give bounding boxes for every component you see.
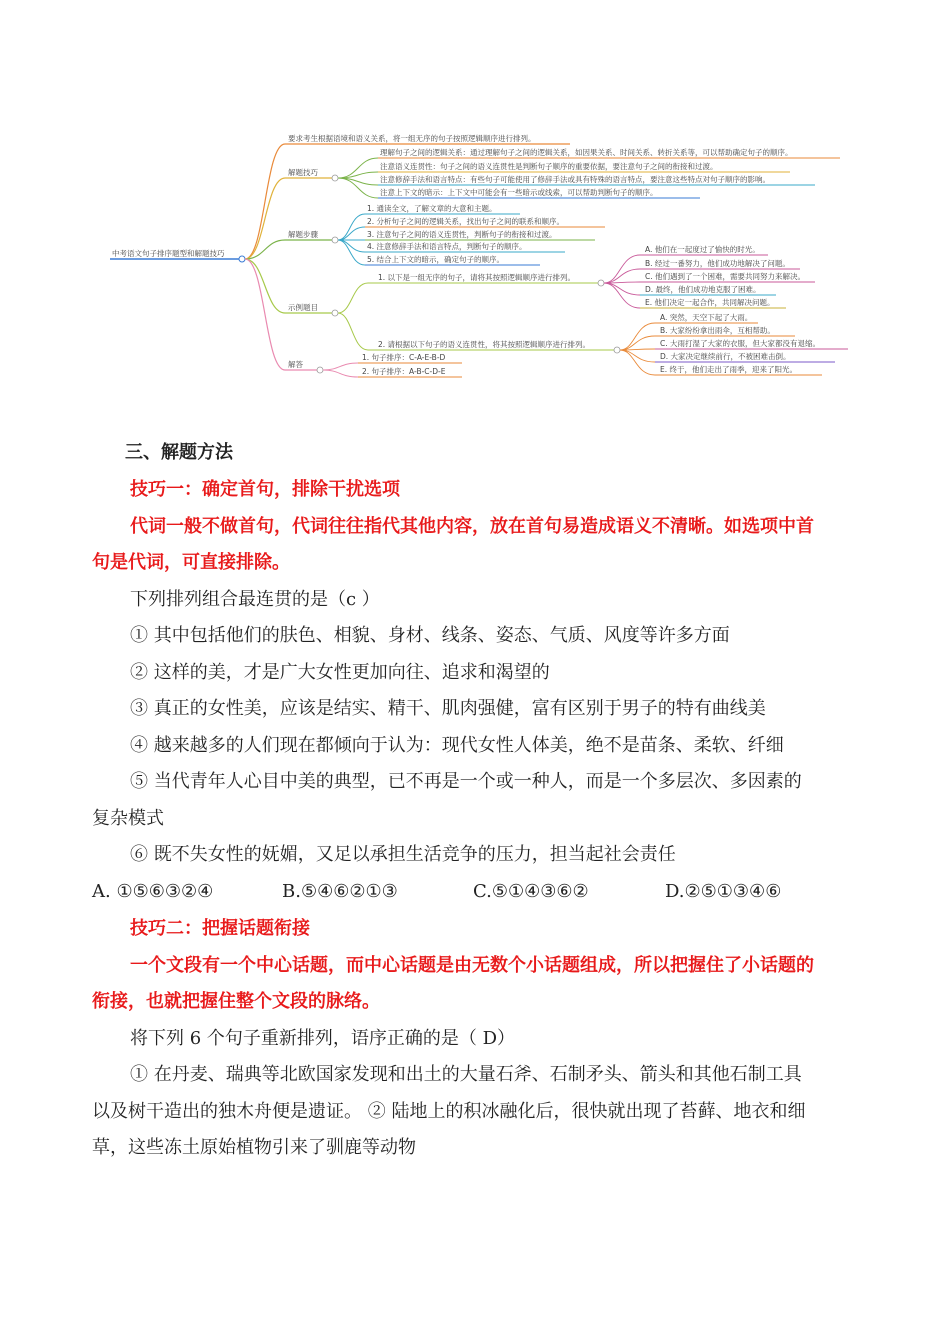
svg-text:D. 最终，他们成功地克服了困难。: D. 最终，他们成功地克服了困难。 [645, 285, 761, 294]
svg-text:E. 他们决定一起合作，共同解决问题。: E. 他们决定一起合作，共同解决问题。 [645, 298, 775, 307]
svg-text:理解句子之间的逻辑关系：通过理解句子之间的逻辑关系，如因果关: 理解句子之间的逻辑关系：通过理解句子之间的逻辑关系，如因果关系、时间关系、转折关系等，可以帮助确定句子的顺序。 [380, 148, 793, 157]
svg-text:3. 注意句子之间的语义连贯性，判断句子的衔接和过渡。: 3. 注意句子之间的语义连贯性，判断句子的衔接和过渡。 [367, 230, 557, 239]
svg-text:D. 大家决定继续前行，不被困难击倒。: D. 大家决定继续前行，不被困难击倒。 [660, 352, 791, 361]
option-c: C.⑤①④③⑥② [473, 881, 589, 902]
svg-text:4. 注意修辞手法和语言特点，判断句子的顺序。: 4. 注意修辞手法和语言特点，判断句子的顺序。 [367, 242, 527, 251]
svg-text:注意语义连贯性：句子之间的语义连贯性是判断句子顺序的重要依据: 注意语义连贯性：句子之间的语义连贯性是判断句子顺序的重要依据，要注意句子之间的衔接和过渡。 [380, 162, 718, 171]
option-d: D.②⑤①③④⑥ [665, 881, 782, 902]
mindmap-root: 中考语文句子排序题型和解题技巧 [112, 249, 225, 258]
svg-text:1. 句子排序：C-A-E-B-D: 1. 句子排序：C-A-E-B-D [362, 353, 446, 362]
tip2-line-1: ① 在丹麦、瑞典等北欧国家发现和出土的大量石斧、石制矛头、箭头和其他石制工具 [130, 1064, 802, 1085]
svg-text:E. 终于，他们走出了雨季，迎来了阳光。: E. 终于，他们走出了雨季，迎来了阳光。 [660, 365, 798, 374]
svg-text:A. 他们在一起度过了愉快的时光。: A. 他们在一起度过了愉快的时光。 [645, 245, 760, 254]
mind-map [100, 128, 860, 383]
mindmap-branch-answers: 解答 [288, 360, 303, 369]
svg-text:1. 以下是一组无序的句子，请将其按照逻辑顺序进行排列。: 1. 以下是一组无序的句子，请将其按照逻辑顺序进行排列。 [378, 273, 576, 282]
section-title: 三、解题方法 [125, 442, 233, 463]
sentence-1: ① 其中包括他们的肤色、相貌、身材、线条、姿态、气质、风度等许多方面 [130, 625, 730, 646]
sentence-3: ③ 真正的女性美，应该是结实、精干、肌肉强健，富有区别于男子的特有曲线美 [130, 698, 766, 719]
sentence-5: ⑤ 当代青年人心目中美的典型，已不再是一个或一种人，而是一个多层次、多因素的 [130, 771, 802, 792]
tip1-desc-line1: 代词一般不做首句，代词往往指代其他内容，放在首句易造成语义不清晰。如选项中首 [130, 516, 814, 537]
tip2-desc-line2: 衔接，也就把握住整个文段的脉络。 [92, 991, 380, 1012]
svg-text:注意上下文的暗示：上下文中可能会有一些暗示或线索，可以帮助判: 注意上下文的暗示：上下文中可能会有一些暗示或线索，可以帮助判断句子的顺序。 [380, 188, 658, 197]
tip2-title: 技巧二：把握话题衔接 [130, 918, 310, 939]
svg-text:2. 请根据以下句子的语义连贯性，将其按照逻辑顺序进行排列。: 2. 请根据以下句子的语义连贯性，将其按照逻辑顺序进行排列。 [378, 340, 591, 349]
svg-text:B. 大家纷纷拿出雨伞，互相帮助。: B. 大家纷纷拿出雨伞，互相帮助。 [660, 326, 775, 335]
svg-text:A. 突然，天空下起了大雨。: A. 突然，天空下起了大雨。 [660, 313, 753, 322]
sentence-4: ④ 越来越多的人们现在都倾向于认为：现代女性人体美，绝不是苗条、柔软、纤细 [130, 735, 784, 756]
svg-text:注意修辞手法和语言特点：有些句子可能使用了修辞手法或具有特殊: 注意修辞手法和语言特点：有些句子可能使用了修辞手法或具有特殊的语言特点，要注意这些特点对句子顺序的影响。 [380, 175, 770, 184]
mindmap-intro: 要求考生根据语境和语义关系，将一组无序的句子按照逻辑顺序进行排列。 [288, 134, 536, 143]
tip2-line-2: 以及树干造出的独木舟便是遗证。 ② 陆地上的积冰融化后，很快就出现了苔藓、地衣和细 [92, 1101, 806, 1122]
tip1-question: 下列排列组合最连贯的是（c ） [130, 589, 380, 610]
option-b: B.⑤④⑥②①③ [282, 881, 398, 902]
tip2-question: 将下列 6 个句子重新排列，语序正确的是（ D） [130, 1028, 516, 1049]
tip1-title: 技巧一：确定首句，排除干扰选项 [130, 479, 400, 500]
svg-text:C. 他们遇到了一个困难，需要共同努力来解决。: C. 他们遇到了一个困难，需要共同努力来解决。 [645, 272, 806, 281]
tip2-line-3: 草，这些冻土原始植物引来了驯鹿等动物 [92, 1137, 416, 1158]
svg-text:2. 分析句子之间的逻辑关系，找出句子之间的联系和顺序。: 2. 分析句子之间的逻辑关系，找出句子之间的联系和顺序。 [367, 217, 565, 226]
sentence-6: ⑥ 既不失女性的妩媚，又足以承担生活竞争的压力，担当起社会责任 [130, 844, 676, 865]
svg-text:5. 结合上下文的暗示，确定句子的顺序。: 5. 结合上下文的暗示，确定句子的顺序。 [367, 255, 505, 264]
svg-text:B. 经过一番努力，他们成功地解决了问题。: B. 经过一番努力，他们成功地解决了问题。 [645, 259, 790, 268]
tip2-desc-line1: 一个文段有一个中心话题，而中心话题是由无数个小话题组成，所以把握住了小话题的 [130, 955, 814, 976]
mindmap-branch-examples: 示例题目 [288, 303, 318, 312]
sentence-5-cont: 复杂模式 [92, 808, 164, 829]
svg-text:C. 大雨打湿了大家的衣服，但大家都没有退缩。: C. 大雨打湿了大家的衣服，但大家都没有退缩。 [660, 339, 821, 348]
option-a: A. ①⑤⑥③②④ [92, 881, 214, 902]
svg-text:1. 通读全文，了解文章的大意和主题。: 1. 通读全文，了解文章的大意和主题。 [367, 204, 497, 213]
mindmap-branch-tips: 解题技巧 [288, 168, 318, 177]
mindmap-branch-steps: 解题步骤 [288, 230, 318, 239]
tip1-desc-line2: 句是代词，可直接排除。 [92, 552, 290, 573]
svg-text:2. 句子排序：A-B-C-D-E: 2. 句子排序：A-B-C-D-E [362, 367, 446, 376]
sentence-2: ② 这样的美，才是广大女性更加向往、追求和渴望的 [130, 662, 550, 683]
